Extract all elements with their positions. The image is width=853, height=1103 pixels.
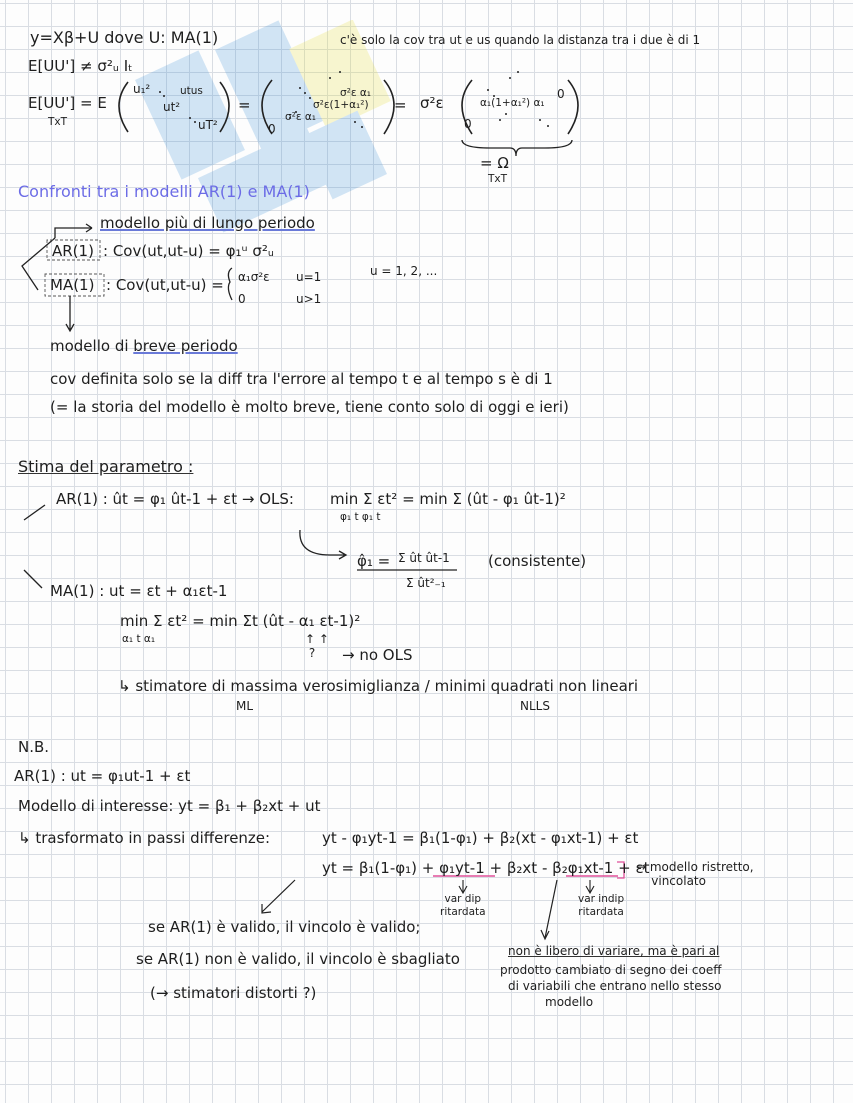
biased-estimators: (→ stimatori distorti ?) [150, 984, 317, 1002]
lagged-independent-label: var indip ritardata [578, 893, 625, 918]
compare-heading: Confronti tra i modelli AR(1) e MA(1) [18, 182, 310, 201]
matrix1-u1: u₁² [133, 82, 151, 96]
equals-sign-1: = [238, 96, 251, 114]
no-ols-note: → no OLS [342, 646, 413, 664]
covariance-note: c'è solo la cov tra ut e us quando la distanza tra i due è di 1 [340, 33, 701, 47]
not-free-line1 [508, 942, 719, 960]
transformed-eq-b: yt = β₁(1-φ₁) + φ₁yt-1 + β₂xt - β₂φ₁xt-1 + εt [322, 859, 650, 877]
estimate-heading: Stima del parametro : [18, 457, 194, 476]
matrix1-ut: ut² [163, 100, 181, 114]
nb-heading: N.B. [18, 738, 50, 756]
matrix2-upper: σ²ε α₁ [340, 87, 372, 99]
short-period-label [50, 337, 238, 355]
restricted-model-note: → modello ristretto, vincolato [636, 860, 754, 888]
question-marks: ↑ ↑ ? [305, 632, 329, 660]
matrix3-band: α₁(1+α₁²) α₁ [480, 97, 545, 109]
ma-case2-value: 0 [238, 292, 246, 306]
consistent-note: (consistente) [488, 552, 587, 570]
long-period-text: modello più di lungo periodo [100, 214, 315, 232]
matrix2-diagonal: σ²ε(1+α₁²) [313, 99, 369, 111]
omega-dimension: TxT [488, 173, 508, 185]
not-free-line3: di variabili che entrano nello stesso [508, 979, 722, 993]
ma-covariance: : Cov(ut,ut-u) = [106, 276, 224, 294]
constraint-invalid: se AR(1) non è valido, il vincolo è sbagliato [136, 950, 460, 968]
ma-case1-condition: u=1 [296, 270, 322, 284]
ma-case1-value: α₁σ²ε [238, 270, 270, 284]
expectation-dimension: TxT [48, 116, 68, 128]
short-period-text: breve periodo [133, 337, 238, 355]
ma-case2-condition: u>1 [296, 292, 322, 306]
matrix1-utus: utus [180, 85, 203, 97]
model-of-interest: Modello di interesse: yt = β₁ + β₂xt + ut [18, 797, 321, 815]
nb-ar-equation: AR(1) : ut = φ₁ut-1 + εt [14, 767, 191, 785]
ar-estimation: AR(1) : ût = φ₁ ût-1 + εt → OLS: [56, 490, 294, 508]
phi-denominator: Σ ût²₋₁ [406, 576, 446, 590]
expectation-lhs: E[UU'] = E [28, 94, 107, 112]
matrix2-lower: σ²ε α₁ [285, 111, 317, 123]
expectation-inequality: E[UU'] ≠ σ²ᵤ Iₜ [28, 57, 133, 75]
matrix3-zero-left: 0 [464, 117, 472, 131]
phi-numerator: Σ ût ût-1 [398, 551, 450, 565]
transformed-eq-a: yt - φ₁yt-1 = β₁(1-φ₁) + β₂(xt - φ₁xt-1) + εt [322, 829, 639, 847]
ar-min-expression: min Σ εt² = min Σ (ût - φ₁ ût-1)² [330, 490, 566, 508]
short-period-prefix: modello di [50, 337, 134, 355]
estimator-types: ↳ stimatore di massima verosimiglianza / minimi quadrati non lineari [118, 677, 639, 695]
constraint-valid: se AR(1) è valido, il vincolo è valido; [148, 918, 421, 936]
lagged-dependent-label: var dip ritardata [440, 893, 486, 918]
omega-symbol: = Ω [480, 154, 509, 172]
matrix3-zero-right: 0 [557, 87, 565, 101]
transformed-label: ↳ trasformato in passi differenze: [18, 829, 271, 847]
ma-label: MA(1) [50, 276, 95, 294]
equals-sign-2: = [394, 96, 407, 114]
ma-min-subscripts: α₁ t α₁ [122, 633, 156, 645]
matrix2-zero: 0 [268, 122, 276, 136]
ar-min-subscripts: φ₁ t φ₁ t [340, 511, 381, 523]
ar-label: AR(1) [52, 242, 94, 260]
cov-story: (= la storia del modello è molto breve, tiene conto solo di oggi e ieri) [50, 398, 569, 416]
not-free-line2: prodotto cambiato di segno dei coeff [500, 963, 722, 977]
ma-min-expression: min Σ εt² = min Σt (ût - α₁ εt-1)² [120, 612, 361, 630]
long-period-label [100, 214, 315, 232]
lag-range: u = 1, 2, ... [370, 264, 438, 278]
phi-hat: φ̂₁ = [357, 552, 391, 570]
matrix1-uT: uT² [198, 118, 218, 132]
model-equation: y=Xβ+U dove U: MA(1) [30, 28, 219, 47]
ar-covariance: : Cov(ut,ut-u) = φ₁ᵘ σ²ᵤ [103, 242, 274, 260]
ma-estimation: MA(1) : ut = εt + α₁εt-1 [50, 582, 228, 600]
not-free-line4: modello [545, 995, 594, 1009]
not-free-text1: non è libero di variare, ma è pari al [508, 944, 720, 958]
nlls-label: NLLS [520, 699, 550, 713]
ml-label: ML [236, 699, 254, 713]
sigma-epsilon: σ²ε [420, 94, 444, 112]
cov-definition: cov definita solo se la diff tra l'errore al tempo t e al tempo s è di 1 [50, 370, 553, 388]
